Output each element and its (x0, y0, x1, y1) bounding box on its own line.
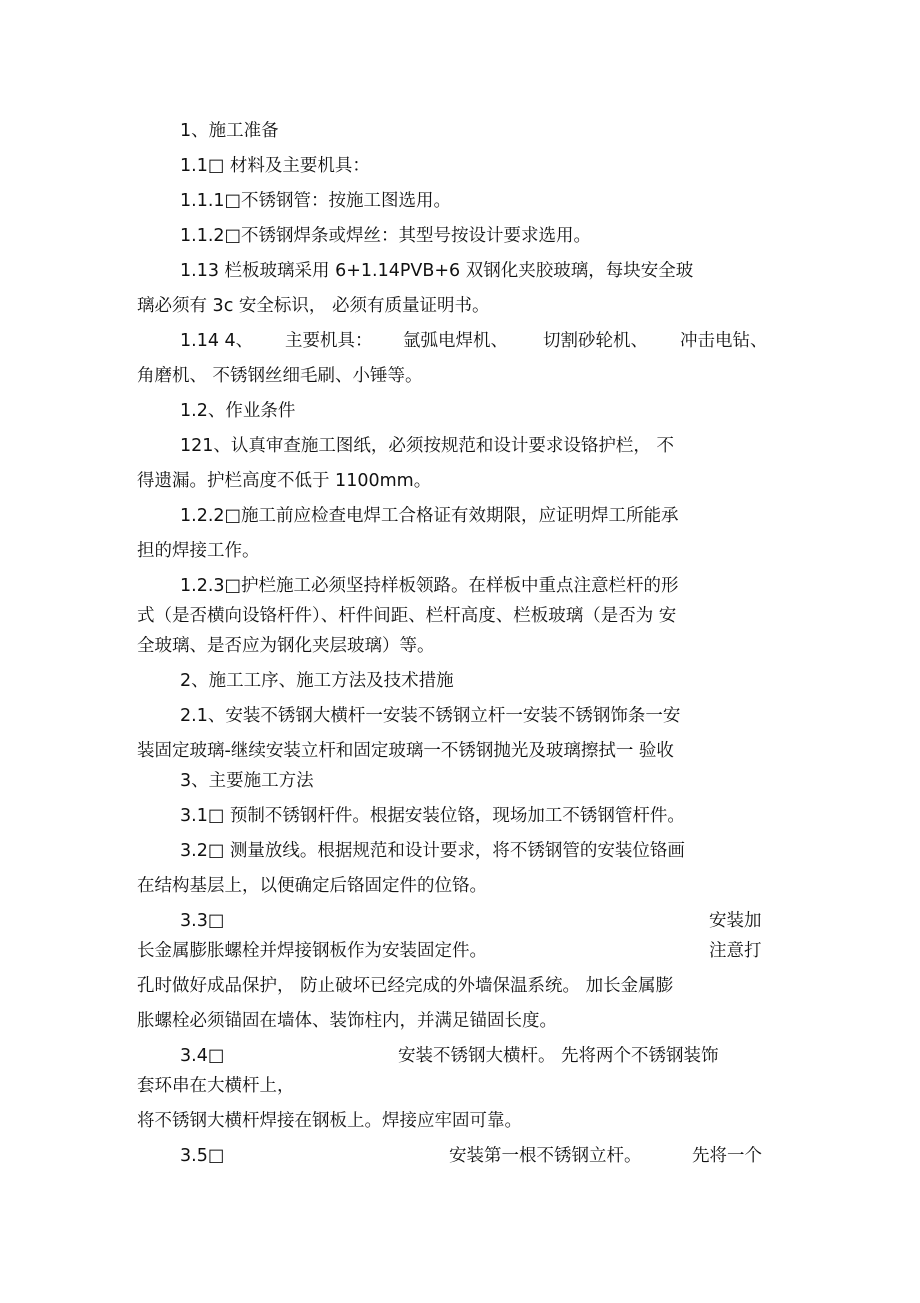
text-segment: 套环串在大横杆上， (137, 1076, 295, 1096)
text-segment: 注意打 (709, 941, 762, 961)
text-segment: 1、施工准备 (180, 121, 279, 141)
text-segment: 角磨机、 不锈钢丝细毛刷、小锤等。 (137, 366, 423, 386)
paragraph-line (0, 429, 920, 463)
text-segment: 胀螺栓必须锚固在墙体、装饰柱内，并满足锚固长度。 (137, 1011, 557, 1031)
text-segment: 3.2□ 测量放线。根据规范和设计要求，将不锈钢管的安装位铬画 (180, 841, 685, 861)
text-segment: 安装不锈钢大横杆。 先将两个不锈钢装饰 (398, 1046, 719, 1066)
text-segment: 3.4□ (180, 1046, 225, 1066)
text-segment: 1.1□ 材料及主要机具： (180, 156, 370, 176)
text-segment: 1.2、作业条件 (180, 401, 296, 421)
paragraph-line (0, 499, 920, 533)
paragraph-line (0, 969, 920, 1003)
text-segment: 3.5□ (180, 1146, 225, 1166)
paragraph-line (0, 629, 920, 663)
paragraph-line (0, 1039, 920, 1073)
text-segment: 2.1、安装不锈钢大横杆一安装不锈钢立杆一安装不锈钢饰条一安 (180, 706, 681, 726)
text-segment: 安装加 (709, 911, 762, 931)
paragraph-line (0, 1104, 920, 1138)
paragraph-line (0, 904, 920, 938)
paragraph-line (0, 464, 920, 498)
section-heading (0, 114, 920, 148)
text-segment: 1.2.3□护栏施工必须坚持样板领路。在样板中重点注意栏杆的形 (180, 576, 679, 596)
paragraph-line (0, 324, 920, 358)
paragraph-line (0, 359, 920, 393)
paragraph-line (0, 734, 920, 768)
paragraph-line (0, 534, 920, 568)
text-segment: 在结构基层上，以便确定后铬固定件的位铬。 (137, 876, 487, 896)
section-heading (0, 764, 920, 798)
paragraph-line (0, 1004, 920, 1038)
paragraph-line (0, 1069, 920, 1103)
text-segment: 氩弧电焊机、 (403, 331, 508, 351)
paragraph-line (0, 799, 920, 833)
subsection-heading (0, 149, 920, 183)
text-segment: 1.14 4、 (180, 331, 254, 351)
text-segment: 1.1.1□不锈钢管：按施工图选用。 (180, 191, 452, 211)
text-segment: 孔时做好成品保护， 防止破坏已经完成的外墙保温系统。 加长金属膨 (137, 976, 674, 996)
paragraph-line (0, 699, 920, 733)
text-segment: 担的焊接工作。 (137, 541, 260, 561)
text-segment: 1.1.2□不锈钢焊条或焊丝：其型号按设计要求选用。 (180, 226, 592, 246)
text-segment: 冲击电钻、 (680, 331, 768, 351)
text-segment: 2、施工工序、施工方法及技术措施 (180, 671, 454, 691)
text-segment: 3、主要施工方法 (180, 771, 314, 791)
subsection-heading (0, 394, 920, 428)
text-segment: 安装第一根不锈钢立杆。 (449, 1146, 642, 1166)
paragraph-line (0, 599, 920, 633)
text-segment: 1.13 栏板玻璃采用 6+1.14PVB+6 双钢化夹胶玻璃，每块安全玻 (180, 261, 694, 281)
paragraph-line (0, 254, 920, 288)
paragraph-line (0, 184, 920, 218)
text-segment: 全玻璃、是否应为钢化夹层玻璃）等。 (137, 636, 435, 656)
text-segment: 装固定玻璃-继续安装立杆和固定玻璃一不锈钢抛光及玻璃擦拭一 验收 (137, 741, 674, 761)
text-segment: 长金属膨胀螺栓并焊接钢板作为安装固定件。 (137, 941, 487, 961)
text-segment: 3.1□ 预制不锈钢杆件。根据安装位铬，现场加工不锈钢管杆件。 (180, 806, 685, 826)
section-heading (0, 664, 920, 698)
text-segment: 121、认真审查施工图纸，必须按规范和设计要求设铬护栏， 不 (180, 436, 674, 456)
paragraph-line (0, 219, 920, 253)
paragraph-line (0, 289, 920, 323)
text-segment: 1.2.2□施工前应检查电焊工合格证有效期限，应证明焊工所能承 (180, 506, 679, 526)
text-segment: 主要机具： (285, 331, 373, 351)
text-segment: 得遗漏。护栏高度不低于 1100mm。 (137, 471, 432, 491)
text-segment: 式（是否横向设铬杆件）、杆件间距、栏杆高度、栏板玻璃（是否为 安 (137, 606, 677, 626)
paragraph-line (0, 834, 920, 868)
paragraph-line (0, 1139, 920, 1173)
text-segment: 将不锈钢大横杆焊接在钢板上。焊接应牢固可靠。 (137, 1111, 522, 1131)
text-segment: 璃必须有 3c 安全标识， 必须有质量证明书。 (137, 296, 490, 316)
text-segment: 先将一个 (692, 1146, 762, 1166)
paragraph-line (0, 869, 920, 903)
text-segment: 切割砂轮机、 (543, 331, 648, 351)
paragraph-line (0, 569, 920, 603)
paragraph-line (0, 934, 920, 968)
text-segment: 3.3□ (180, 911, 225, 931)
